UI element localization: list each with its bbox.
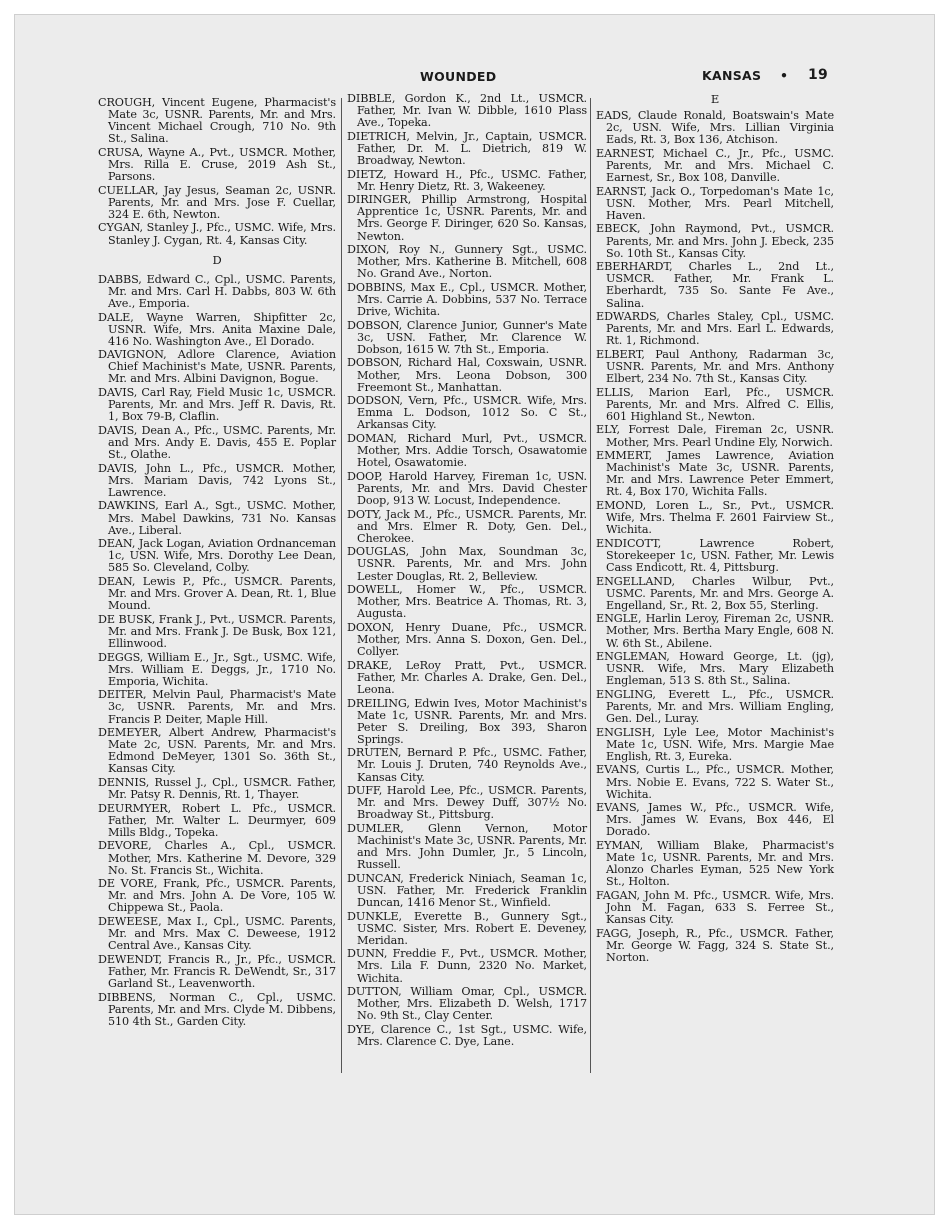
casualty-entry: DENNIS, Russel J., Cpl., USMCR. Father, Mr. Patsy R. Dennis, Rt. 1, Thayer.	[98, 775, 336, 802]
casualty-entry: DOTY, Jack M., Pfc., USMCR. Parents, Mr. and Mrs. Elmer R. Doty, Gen. Del., Cherokee.	[347, 507, 587, 545]
casualty-entry: DOXON, Henry Duane, Pfc., USMCR. Mother, Mrs. Anna S. Doxon, Gen. Del., Collyer.	[347, 620, 587, 659]
casualty-entry: DEMEYER, Albert Andrew, Pharmacist's Mate 2c, USN. Parents, Mr. and Mrs. Edmond DeMeyer, 1301 So. 36th St., Kansas City.	[98, 726, 336, 776]
casualty-entry: DIXON, Roy N., Gunnery Sgt., USMC. Mother, Mrs. Katherine B. Mitchell, 608 No. Grand Ave., Norton.	[347, 243, 587, 281]
casualty-entry: EBERHARDT, Charles L., 2nd Lt., USMCR. Father, Mr. Frank L. Eberhardt, 735 So. Sante Fe Ave., Salina.	[596, 260, 834, 310]
casualty-entry: DRAKE, LeRoy Pratt, Pvt., USMCR. Father, Mr. Charles A. Drake, Gen. Del., Leona.	[347, 658, 587, 696]
casualty-entry: ENGLISH, Lyle Lee, Motor Machinist's Mate 1c, USN. Wife, Mrs. Margie Mae English, Rt. 3, Eureka.	[596, 725, 834, 763]
casualty-entry: DIETZ, Howard H., Pfc., USMC. Father, Mr. Henry Dietz, Rt. 3, Wakeeney.	[347, 167, 587, 193]
casualty-entry: DUMLER, Glenn Vernon, Motor Machinist's Mate 3c, USNR. Parents, Mr. and Mrs. John Dumler, Jr., 5 Lincoln, Russell.	[347, 821, 587, 872]
casualty-entry: DREILING, Edwin Ives, Motor Machinist's Mate 1c, USNR. Parents, Mr. and Mrs. Peter S. Dreiling, Box 393, Sharon Springs.	[347, 696, 587, 746]
casualty-entry: DUNCAN, Frederick Niniach, Seaman 1c, USN. Father, Mr. Frederick Franklin Duncan, 1416 Menor St., Winfield.	[347, 871, 587, 909]
casualty-entry: DOBBINS, Max E., Cpl., USMCR. Mother, Mrs. Carrie A. Dobbins, 537 No. Terrace Drive, Wichita.	[347, 280, 587, 319]
page-number: 19	[808, 67, 829, 83]
casualty-entry: FAGG, Joseph, R., Pfc., USMCR. Father, Mr. George W. Fagg, 324 S. State St., Norton.	[596, 926, 834, 964]
casualty-entry: DOMAN, Richard Murl, Pvt., USMCR. Mother, Mrs. Addie Torsch, Osawatomie Hotel, Osawatomie.	[347, 432, 587, 470]
casualty-entry: DIETRICH, Melvin, Jr., Captain, USMCR. Father, Dr. M. L. Dietrich, 819 W. Broadway, Newton.	[347, 129, 587, 167]
casualty-entry: DAVIS, Dean A., Pfc., USMC. Parents, Mr. and Mrs. Andy E. Davis, 455 E. Poplar St., Olathe.	[98, 423, 336, 462]
casualty-entry: DIRINGER, Phillip Armstrong, Hospital Apprentice 1c, USNR. Parents, Mr. and Mrs. George F. Diringer, 620 So. Kansas, Newton.	[347, 193, 587, 243]
casualty-entry: ELBERT, Paul Anthony, Radarman 3c, USNR. Parents, Mr. and Mrs. Anthony Elbert, 234 No. 7th St., Kansas City.	[596, 347, 834, 386]
casualty-entry: DEWEESE, Max I., Cpl., USMC. Parents, Mr. and Mrs. Max C. Deweese, 1912 Central Ave., Kansas City.	[98, 915, 336, 953]
casualty-entry: CYGAN, Stanley J., Pfc., USMC. Wife, Mrs. Stanley J. Cygan, Rt. 4, Kansas City.	[98, 221, 336, 247]
casualty-entry: DAVIS, Carl Ray, Field Music 1c, USMCR. Parents, Mr. and Mrs. Jeff R. Davis, Rt. 1, Box 79-B, Claflin.	[98, 386, 336, 424]
casualty-entry: EMOND, Loren L., Sr., Pvt., USMCR. Wife, Mrs. Thelma F. 2601 Fairview St., Wichita.	[596, 499, 834, 537]
casualty-entry: CRUSA, Wayne A., Pvt., USMCR. Mother, Mrs. Rilla E. Cruse, 2019 Ash St., Parsons.	[98, 145, 336, 184]
section-title: WOUNDED	[420, 69, 497, 84]
casualty-entry: DOOP, Harold Harvey, Fireman 1c, USN. Parents, Mr. and Mrs. David Chester Doop, 913 W. Locust, Independence.	[347, 469, 587, 507]
casualty-entry: EDWARDS, Charles Staley, Cpl., USMC. Parents, Mr. and Mrs. Earl L. Edwards, Rt. 1, Richmond.	[596, 310, 834, 348]
casualty-entry: CUELLAR, Jay Jesus, Seaman 2c, USNR. Parents, Mr. and Mrs. Jose F. Cuellar, 324 E. 6th, Newton.	[98, 183, 336, 221]
casualty-entry: ENDICOTT, Lawrence Robert, Storekeeper 1c, USN. Father, Mr. Lewis Cass Endicott, Rt. 4, Pittsburg.	[596, 536, 834, 574]
casualty-entry: EARNST, Jack O., Torpedoman's Mate 1c, USN. Mother, Mrs. Pearl Mitchell, Haven.	[596, 184, 834, 222]
casualty-entry: EYMAN, William Blake, Pharmacist's Mate 1c, USNR. Parents, Mr. and Mrs. Alonzo Charles Eyman, 525 New York St., Holton.	[596, 839, 834, 889]
casualty-entry: EVANS, James W., Pfc., USMCR. Wife, Mrs. James W. Evans, Box 446, El Dorado.	[596, 801, 834, 839]
casualty-entry: ENGLEMAN, Howard George, Lt. (jg), USNR. Wife, Mrs. Mary Elizabeth Engleman, 513 S. 8th St., Salina.	[596, 650, 834, 688]
casualty-entry: DEAN, Lewis P., Pfc., USMCR. Parents, Mr. and Mrs. Grover A. Dean, Rt. 1, Blue Mound.	[98, 574, 336, 613]
casualty-entry: ENGLING, Everett L., Pfc., USMCR. Parents, Mr. and Mrs. William Engling, Gen. Del., Luray.	[596, 687, 834, 726]
casualty-entry: DUFF, Harold Lee, Pfc., USMCR. Parents, Mr. and Mrs. Dewey Duff, 307½ No. Broadway St., Pittsburg.	[347, 784, 587, 822]
column-3	[596, 93, 834, 965]
casualty-entry: DALE, Wayne Warren, Shipfitter 2c, USNR. Wife, Mrs. Anita Maxine Dale, 416 No. Washington Ave., El Dorado.	[98, 310, 336, 348]
casualty-entry: DEAN, Jack Logan, Aviation Ordnanceman 1c, USN. Wife, Mrs. Dorothy Lee Dean, 585 So. Cleveland, Colby.	[98, 537, 336, 575]
casualty-entry: DEGGS, William E., Jr., Sgt., USMC. Wife, Mrs. William E. Deggs, Jr., 1710 No. Emporia, Wichita.	[98, 650, 336, 688]
casualty-entry: DUTTON, William Omar, Cpl., USMCR. Mother, Mrs. Elizabeth D. Welsh, 1717 No. 9th St., Clay Center.	[347, 985, 587, 1023]
casualty-entry: CROUGH, Vincent Eugene, Pharmacist's Mate 3c, USNR. Parents, Mr. and Mrs. Vincent Michael Crough, 710 No. 9th St., Salina.	[98, 96, 336, 146]
casualty-entry: EVANS, Curtis L., Pfc., USMCR. Mother, Mrs. Nobie E. Evans, 722 S. Water St., Wichita.	[596, 763, 834, 801]
state-title: KANSAS	[702, 68, 762, 83]
column-divider	[590, 98, 591, 1073]
casualty-entry: DOBSON, Richard Hal, Coxswain, USNR. Mother, Mrs. Leona Dobson, 300 Freemont St., Manhattan.	[347, 356, 587, 394]
casualty-entry: DUNKLE, Everette B., Gunnery Sgt., USMC. Sister, Mrs. Robert E. Deveney, Meridan.	[347, 909, 587, 947]
column-divider	[341, 98, 342, 1073]
casualty-entry: DEVORE, Charles A., Cpl., USMCR. Mother, Mrs. Katherine M. Devore, 329 No. St. Francis St., Wichita.	[98, 839, 336, 877]
casualty-entry: DAVIGNON, Adlore Clarence, Aviation Chief Machinist's Mate, USNR. Parents, Mr. and Mrs. Albini Davignon, Bogue.	[98, 348, 336, 386]
casualty-entry: EARNEST, Michael C., Jr., Pfc., USMC. Parents, Mr. and Mrs. Michael C. Earnest, Sr., Box 108, Danville.	[596, 146, 834, 185]
casualty-entry: DAVIS, John L., Pfc., USMCR. Mother, Mrs. Mariam Davis, 742 Lyons St., Lawrence.	[98, 461, 336, 499]
casualty-entry: ENGLE, Harlin Leroy, Fireman 2c, USNR. Mother, Mrs. Bertha Mary Engle, 608 N. W. 6th St., Abilene.	[596, 612, 834, 650]
casualty-entry: DODSON, Vern, Pfc., USMCR. Wife, Mrs. Emma L. Dodson, 1012 So. C St., Arkansas City.	[347, 394, 587, 432]
casualty-entry: DE VORE, Frank, Pfc., USMCR. Parents, Mr. and Mrs. John A. De Vore, 105 W. Chippewa St., Paola.	[98, 877, 336, 915]
casualty-entry: ELLIS, Marion Earl, Pfc., USMCR. Parents, Mr. and Mrs. Alfred C. Ellis, 601 Highland St., Newton.	[596, 385, 834, 423]
casualty-entry: DOUGLAS, John Max, Soundman 3c, USNR. Parents, Mr. and Mrs. John Lester Douglas, Rt. 2, Belleview.	[347, 545, 587, 583]
casualty-entry: FAGAN, John M. Pfc., USMCR. Wife, Mrs. John M. Fagan, 633 S. Ferree St., Kansas City.	[596, 888, 834, 927]
column-1	[98, 97, 336, 1029]
casualty-entry: EBECK, John Raymond, Pvt., USMCR. Parents, Mr. and Mrs. John J. Ebeck, 235 So. 10th St., Kansas City.	[596, 222, 834, 260]
column-2	[347, 93, 587, 1050]
casualty-entry: DRUTEN, Bernard P. Pfc., USMC. Father, Mr. Louis J. Druten, 740 Reynolds Ave., Kansas City.	[347, 746, 587, 784]
casualty-entry: DUNN, Freddie F., Pvt., USMCR. Mother, Mrs. Lila F. Dunn, 2320 No. Market, Wichita.	[347, 947, 587, 985]
section-letter: E	[710, 92, 720, 106]
casualty-entry: DYE, Clarence C., 1st Sgt., USMC. Wife, Mrs. Clarence C. Dye, Lane.	[347, 1022, 587, 1049]
casualty-entry: DIBBENS, Norman C., Cpl., USMC. Parents, Mr. and Mrs. Clyde M. Dibbens, 510 4th St., Garden City.	[98, 990, 336, 1028]
casualty-entry: DAWKINS, Earl A., Sgt., USMC. Mother, Mrs. Mabel Dawkins, 731 No. Kansas Ave., Liberal.	[98, 499, 336, 537]
casualty-entry: EADS, Claude Ronald, Boatswain's Mate 2c, USN. Wife, Mrs. Lillian Virginia Eads, Rt. 3, Box 136, Atchison.	[596, 109, 834, 147]
page-header	[0, 66, 952, 86]
casualty-entry: EMMERT, James Lawrence, Aviation Machinist's Mate 3c, USNR. Parents, Mr. and Mrs. Lawrence Peter Emmert, Rt. 4, Box 170, Wichita Falls.	[596, 449, 834, 499]
casualty-entry: DEWENDT, Francis R., Jr., Pfc., USMCR. Father, Mr. Francis R. DeWendt, Sr., 317 Garland St., Leavenworth.	[98, 952, 336, 990]
casualty-entry: DEURMYER, Robert L. Pfc., USMCR. Father, Mr. Walter L. Deurmyer, 609 Mills Bldg., Topeka.	[98, 801, 336, 839]
casualty-entry: DOWELL, Homer W., Pfc., USMCR. Mother, Mrs. Beatrice A. Thomas, Rt. 3, Augusta.	[347, 583, 587, 621]
section-letter: D	[212, 252, 222, 267]
casualty-entry: ELY, Forrest Dale, Fireman 2c, USNR. Mother, Mrs. Pearl Undine Ely, Norwich.	[596, 423, 834, 449]
casualty-entry: DOBSON, Clarence Junior, Gunner's Mate 3c, USN. Father, Mr. Clarence W. Dobson, 1615 W. 7th St., Emporia.	[347, 318, 587, 356]
casualty-entry: DE BUSK, Frank J., Pvt., USMCR. Parents, Mr. and Mrs. Frank J. De Busk, Box 121, Ellinwood.	[98, 612, 336, 650]
header-bullet: •	[780, 68, 789, 83]
casualty-entry: DABBS, Edward C., Cpl., USMC. Parents, Mr. and Mrs. Carl H. Dabbs, 803 W. 6th Ave., Emporia.	[98, 272, 336, 310]
casualty-entry: DIBBLE, Gordon K., 2nd Lt., USMCR. Father, Mr. Ivan W. Dibble, 1610 Plass Ave., Topeka.	[347, 92, 587, 130]
casualty-entry: DEITER, Melvin Paul, Pharmacist's Mate 3c, USNR. Parents, Mr. and Mrs. Francis P. Deiter, Maple Hill.	[98, 688, 336, 726]
casualty-entry: ENGELLAND, Charles Wilbur, Pvt., USMC. Parents, Mr. and Mrs. George A. Engelland, Sr., Rt. 2, Box 55, Sterling.	[596, 574, 834, 612]
